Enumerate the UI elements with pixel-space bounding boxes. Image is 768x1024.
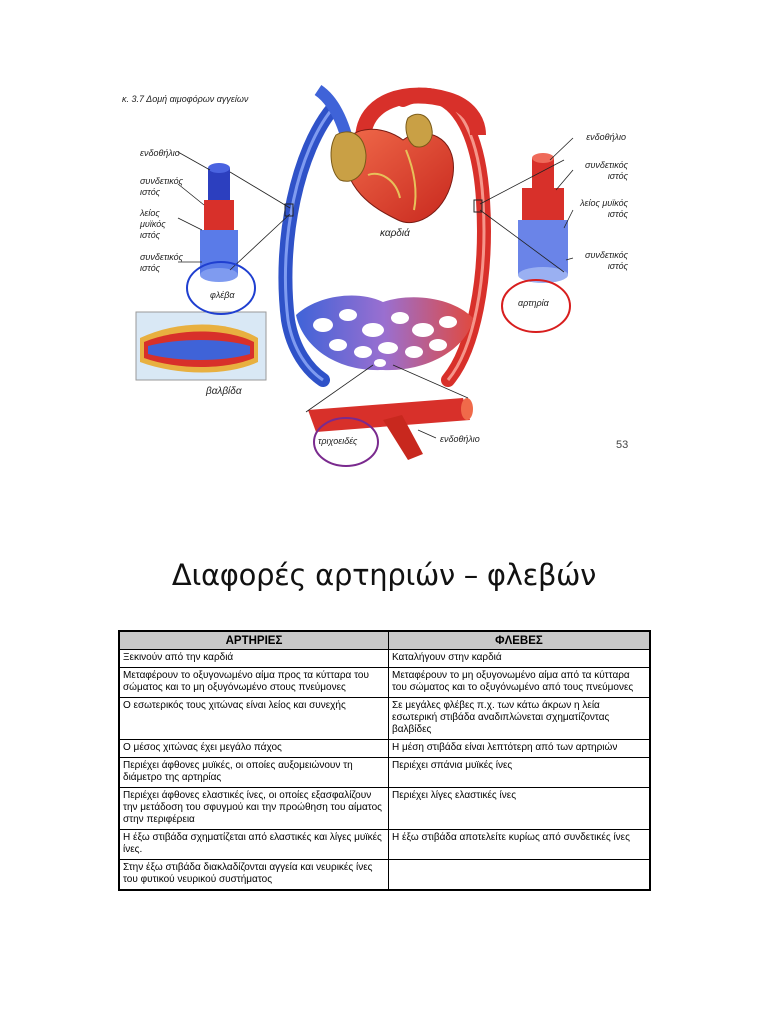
label-right-connective2: συνδετικός ιστός	[585, 250, 628, 271]
table-row	[119, 860, 650, 891]
vein-cell: Περιέχει σπάνια μυϊκές ίνες	[389, 758, 651, 788]
artery-cell: Μεταφέρουν το οξυγονωμένο αίμα προς τα κύτταρα του σώματος και το μη οξυγόνωμένο στους πνεύμονες	[119, 668, 389, 698]
artery-cell: Περιέχει άφθονες μυϊκές, οι οποίες αυξομειώνουν τη διάμετρο της αρτηρίας	[119, 758, 389, 788]
label-left-endothelium: ενδοθήλιο	[140, 148, 180, 158]
vein-cell: Μεταφέρουν το μη οξυγονωμένο αίμα από τα κύτταρα του σώματος και το οξυγόνωμένο από τους πνεύμονες	[389, 668, 651, 698]
comparison-table	[118, 630, 651, 891]
artery-cell: Ο εσωτερικός τους χιτώνας είναι λείος και συνεχής	[119, 698, 389, 740]
label-right-connective: συνδετικός ιστός	[585, 160, 628, 181]
label-capillary-endothelium: ενδοθήλιο	[440, 434, 480, 444]
label-left-connective: συνδετικός ιστός	[140, 176, 183, 197]
table-row	[119, 740, 650, 758]
artery-cell: Ο μέσος χιτώνας έχει μεγάλο πάχος	[119, 740, 389, 758]
label-left-connective2: συνδετικός ιστός	[140, 252, 183, 273]
header-veins: ΦΛΕΒΕΣ	[389, 631, 651, 650]
artery-cell: Στην έξω στιβάδα διακλαδίζονται αγγεία και νευρικές ίνες του φυτικού νευρικού συστήματος	[119, 860, 389, 891]
table-header-row	[119, 631, 650, 650]
label-heart: καρδιά	[380, 228, 410, 239]
artery-cell: Ξεκινούν από την καρδιά	[119, 650, 389, 668]
valve-inset	[136, 312, 266, 380]
capillary-vessel	[308, 398, 473, 460]
table-row	[119, 650, 650, 668]
vein-cell: Η μέση στιβάδα είναι λεπτότερη από των αρτηριών	[389, 740, 651, 758]
label-right-smooth: λείος μυϊκός ιστός	[580, 198, 628, 219]
table-row	[119, 698, 650, 740]
artery-cell: Περιέχει άφθονες ελαστικές ίνες, οι οποίες εξασφαλίζουν την μετάδοση του σφυγμού και την προώθηση του αίματος στην περιφέρεια	[119, 788, 389, 830]
artery-cell: Η έξω στιβάδα σχηματίζεται από ελαστικές και λίγες μυϊκές ίνες.	[119, 830, 389, 860]
vein-cell: Καταλήγουν στην καρδιά	[389, 650, 651, 668]
table-row	[119, 668, 650, 698]
label-right-endothelium: ενδοθήλιο	[586, 132, 626, 142]
vein-cell: Σε μεγάλες φλέβες π.χ. των κάτω άκρων η λεία εσωτερική στιβάδα αναδιπλώνεται σχηματίζοντας βαλβίδες	[389, 698, 651, 740]
vein-cell: Περιέχει λίγες ελαστικές ίνες	[389, 788, 651, 830]
header-arteries: ΑΡΤΗΡΙΕΣ	[119, 631, 389, 650]
label-vein: φλέβα	[210, 290, 235, 300]
page-number: 53	[616, 439, 629, 451]
figure-caption: κ. 3.7 Δομή αιμοφόρων αγγείων	[122, 94, 249, 104]
label-valve: βαλβίδα	[206, 386, 242, 397]
vein-cell: Η έξω στιβάδα αποτελείτε κυρίως από συνδετικές ίνες	[389, 830, 651, 860]
page-title: Διαφορές αρτηριών – φλεβών	[171, 558, 597, 592]
artery-cross-section	[518, 153, 568, 283]
blood-vessel-figure	[118, 80, 648, 475]
table-row	[119, 788, 650, 830]
label-artery: αρτηρία	[518, 298, 549, 308]
label-capillary: τριχοειδές	[318, 436, 358, 446]
table-row	[119, 830, 650, 860]
label-left-smooth: λείος μυϊκός ιστός	[140, 208, 166, 240]
table-row	[119, 758, 650, 788]
vein-cell	[389, 860, 651, 891]
